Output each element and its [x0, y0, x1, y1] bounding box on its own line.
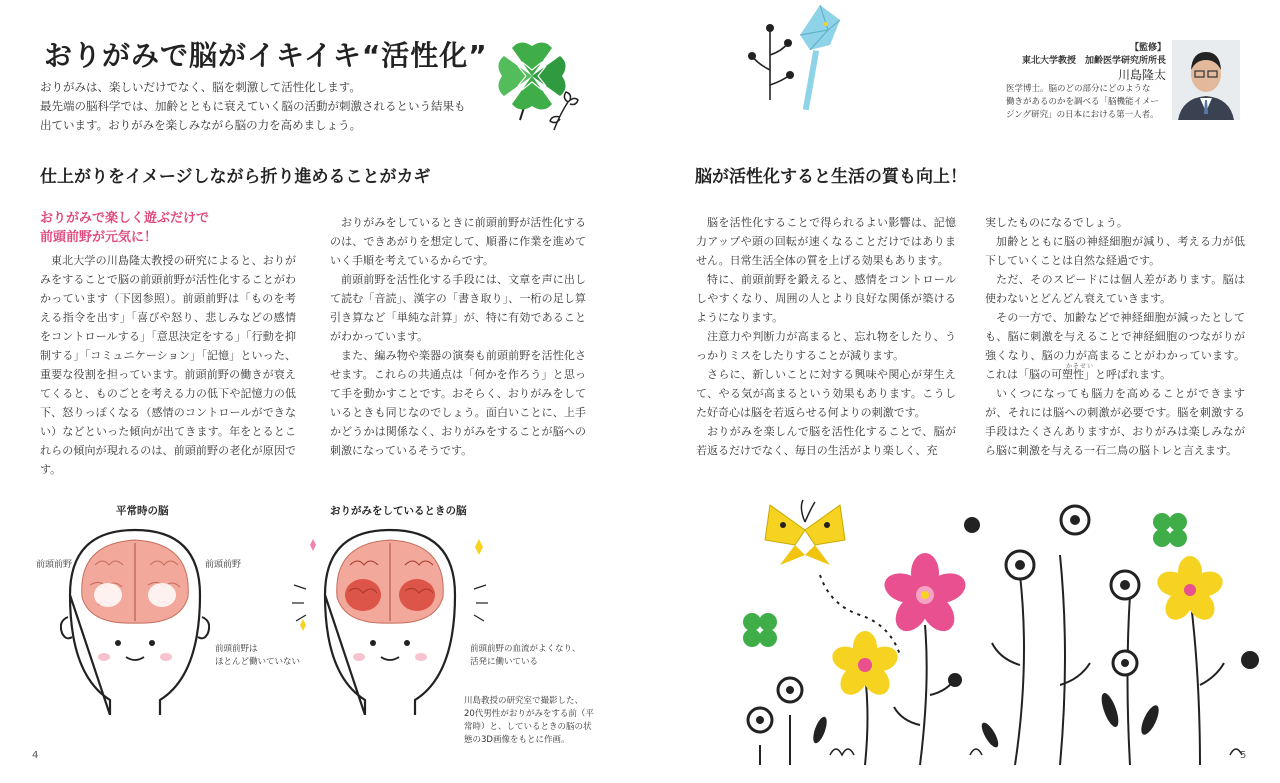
diagram-caption: 川島教授の研究室で撮影した、 20代男性がおりがみをする前（平 常時）と、しているときの脳の状 態の3D画像をもとに作画。 [464, 696, 594, 745]
intro-text: おりがみは、楽しいだけでなく、脳を刺激して活性化します。 最先端の脳科学では、加齢とともに衰えていく脳の活動が刺激されるという結果も 出ています。おりがみを楽しみながら脳の力を高めましょう。 [40, 80, 466, 132]
supervisor-label: 【監修】 [1129, 43, 1166, 53]
supervisor-affiliation: 東北大学教授 加齢医学研究所所長 [1021, 56, 1166, 66]
diagram-title-normal: 平常時の脳 [116, 505, 169, 517]
body-column-1: 東北大学の川島隆太教授の研究によると、おりがみをすることで脳の前頭前野が活性化することがわかっています（下図参照）。前頭前野は「ものを考える指令を出す」「喜びや怒り、悲しみなどの感情をコントロールする」「意思決定をする」「行動を抑制する」「コミュニケーション」「記憶」といった、重要な役割を担っています。前頭前野の働きが衰えてくると、ものごとを考える力の低下や記憶力の低下、怒りっぽくなる（感情のコントロールができない）などといった傾向が出てきます。年をとるとこれらの傾向が現れるのは、前頭前野の老化が原因です。 [40, 254, 296, 476]
ruby-kasosei: かそせい [1066, 363, 1095, 370]
page-number-right: 5 [1240, 750, 1247, 761]
pink-subheading: おりがみで楽しく遊ぶだけで 前頭前野が元気に！ [40, 211, 210, 245]
diagram-title-origami: おりがみをしているときの脳 [330, 505, 467, 517]
origami-clover-illustration [480, 22, 600, 137]
label-prefrontal-left: 前頭前野 [36, 560, 73, 570]
origami-bluebell-illustration [730, 0, 870, 115]
label-prefrontal-right: 前頭前野 [205, 560, 242, 570]
supervisor-block [980, 40, 1166, 122]
note-active: 前頭前野の血流がよくなり、 活発に働いている [470, 644, 581, 667]
body-column-4: 実したものになるでしょう。 加齢とともに脳の神経細胞が減り、考える力が低下していくことは自然な経過です。 ただ、そのスピードには個人差があります。脳は使わないとどんどん衰えていきます。 その一方で、加齢などで神経細胞が減ったとしても、脳に刺激を与えることで神経細胞のつながりが強くなり、脳の力が高まることがわかっています。これは「脳の可塑性」と呼ばれます。 いくつになっても脳力を高めることができますが、それには脳への刺激が必要です。脳を刺激する手段はたくさんありますが、おりがみは楽しみながら脳に刺激を与える一石二鳥の脳トレと言えます。 [985, 216, 1245, 457]
page-title: おりがみで脳がイキイキ“活性化” [44, 39, 488, 72]
body-column-3: 脳を活性化することで得られるよい影響は、記憶力アップや頭の回転が速くなることだけではありません。日常生活全体の質を上げる効果もあります。 特に、前頭前野を鍛えると、感情をコントロールしやすくなり、周囲の人とより良好な関係が築けるようになります。 注意力や判断力が高まると、忘れ物をしたり、うっかりミスをしたりすることが減ります。 さらに、新しいことに対する興味や関心が芽生えて、やる気が高まるという効果もあります。こうした好奇心は脳を若返らせる何よりの刺激です。 おりがみを楽しんで脳を活性化することで、脳が若返るだけでなく、毎日の生活がより楽しく、充 [696, 216, 956, 457]
body-column-2: おりがみをしているときに前頭前野が活性化するのは、できあがりを想定して、順番に作業を進めていく手順を考えているからです。 前頭前野を活性化する手段には、文章を声に出して読む「音読」、漢字の「書き取り」、一桁の足し算引き算など「単純な計算」が、特に有効であることがわかっています。 また、編み物や楽器の演奏も前頭前野を活性化させます。これらの共通点は「何かを作ろう」と思って手を動かすことです。おそらく、おりがみをしているときも同じなのでしょう。面白いことに、上手かどうかは関係なく、おりがみをすることが脳への刺激になっているそうです。 [330, 216, 586, 457]
supervisor-name: 川島隆太 [1117, 68, 1166, 82]
page-number-left: 4 [32, 750, 39, 761]
section-heading-right: 脳が活性化すると生活の質も向上！ [695, 167, 967, 187]
note-normal: 前頭前野は ほとんど働いていない [215, 644, 301, 667]
brain-active-illustration [290, 525, 490, 715]
supervisor-photo [1172, 40, 1240, 120]
supervisor-bio: 医学博士。脳のどの部分にどのような 働きがあるのかを調べる「脳機能イメー ジング研究」の日本における第一人者。 [1006, 84, 1159, 120]
origami-flowers-illustration [730, 485, 1270, 770]
brain-normal-illustration [60, 525, 210, 715]
section-heading-left: 仕上がりをイメージしながら折り進めることがカギ [40, 167, 431, 187]
